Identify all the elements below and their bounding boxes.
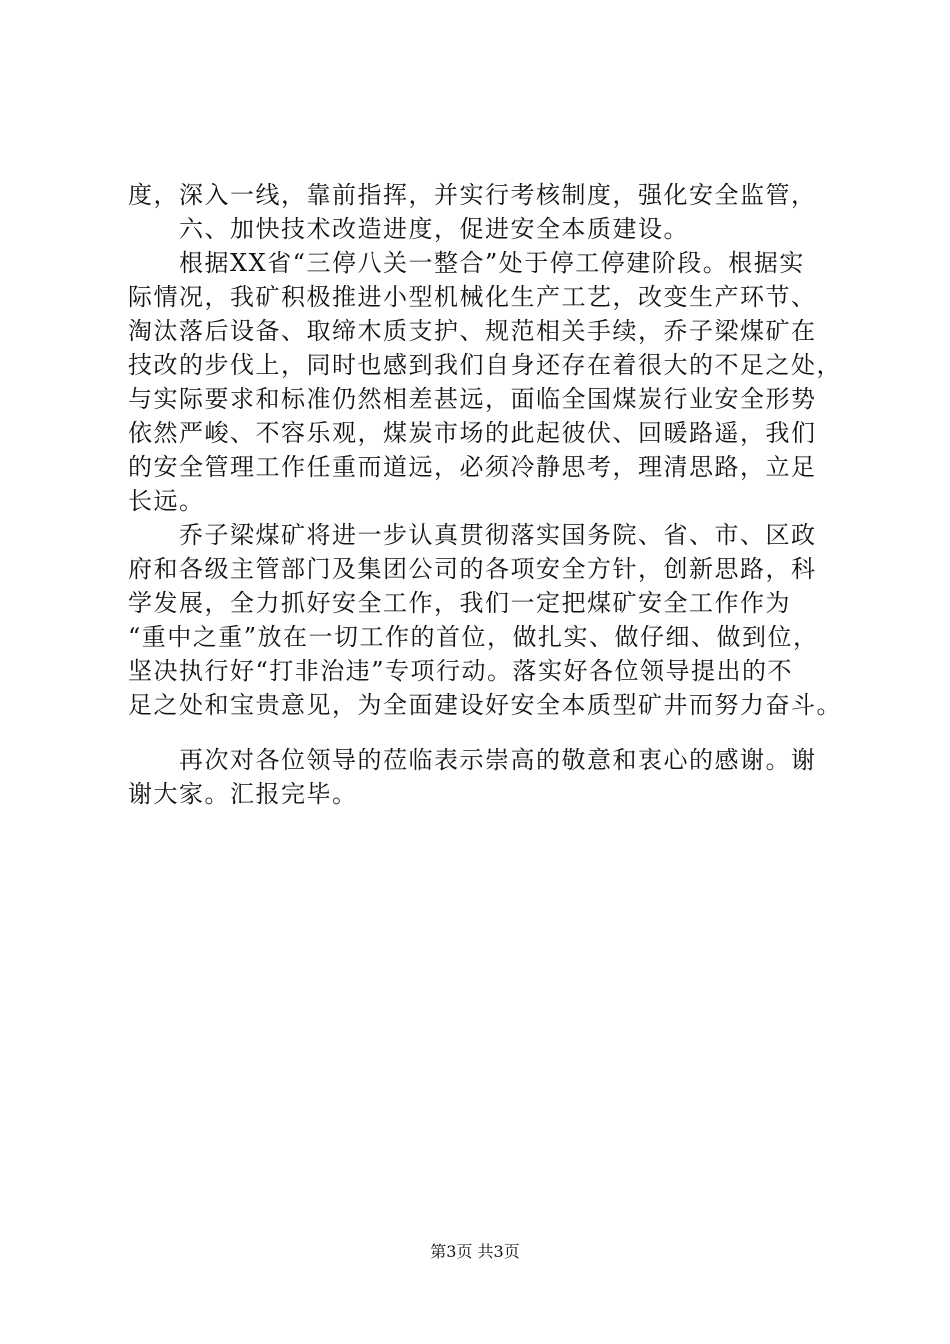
body-text-line: 根据XX省“三停八关一整合”处于停工停建阶段。根据实	[128, 249, 805, 277]
body-text-line: “重中之重”放在一切工作的首位，做扎实、做仔细、做到位，	[128, 623, 819, 651]
body-text-line: 再次对各位领导的莅临表示崇高的敬意和衷心的感谢。谢	[128, 746, 817, 774]
body-text-line: 技改的步伐上，同时也感到我们自身还存在着很大的不足之处，	[128, 351, 842, 379]
page-number-footer: 第3页 共3页	[430, 1242, 520, 1261]
body-text-line: 度，深入一线，靠前指挥，并实行考核制度，强化安全监管，	[128, 181, 817, 209]
body-text-line: 淘汰落后设备、取缔木质支护、规范相关手续，乔子梁煤矿在	[128, 317, 817, 345]
body-text-line: 乔子梁煤矿将进一步认真贯彻落实国务院、省、市、区政	[128, 521, 817, 549]
body-text-line: 坚决执行好“打非治违”专项行动。落实好各位领导提出的不	[128, 657, 794, 685]
body-text-line: 足之处和宝贵意见，为全面建设好安全本质型矿井而努力奋斗。	[128, 691, 842, 719]
body-text-line: 与实际要求和标准仍然相差甚远，面临全国煤炭行业安全形势	[128, 385, 817, 413]
body-text-line: 学发展，全力抓好安全工作，我们一定把煤矿安全工作作为	[128, 589, 791, 617]
body-text-line: 的安全管理工作任重而道远，必须冷静思考，理清思路，立足	[128, 453, 817, 481]
body-text-line: 长远。	[128, 487, 205, 515]
section-heading: 六、加快技术改造进度，促进安全本质建设。	[128, 215, 689, 243]
body-text-line: 府和各级主管部门及集团公司的各项安全方针，创新思路，科	[128, 555, 817, 583]
body-text-line: 际情况，我矿积极推进小型机械化生产工艺，改变生产环节、	[128, 283, 817, 311]
body-text-line: 谢大家。汇报完毕。	[128, 780, 358, 808]
body-text-line: 依然严峻、不容乐观，煤炭市场的此起彼伏、回暖路遥，我们	[128, 419, 817, 447]
